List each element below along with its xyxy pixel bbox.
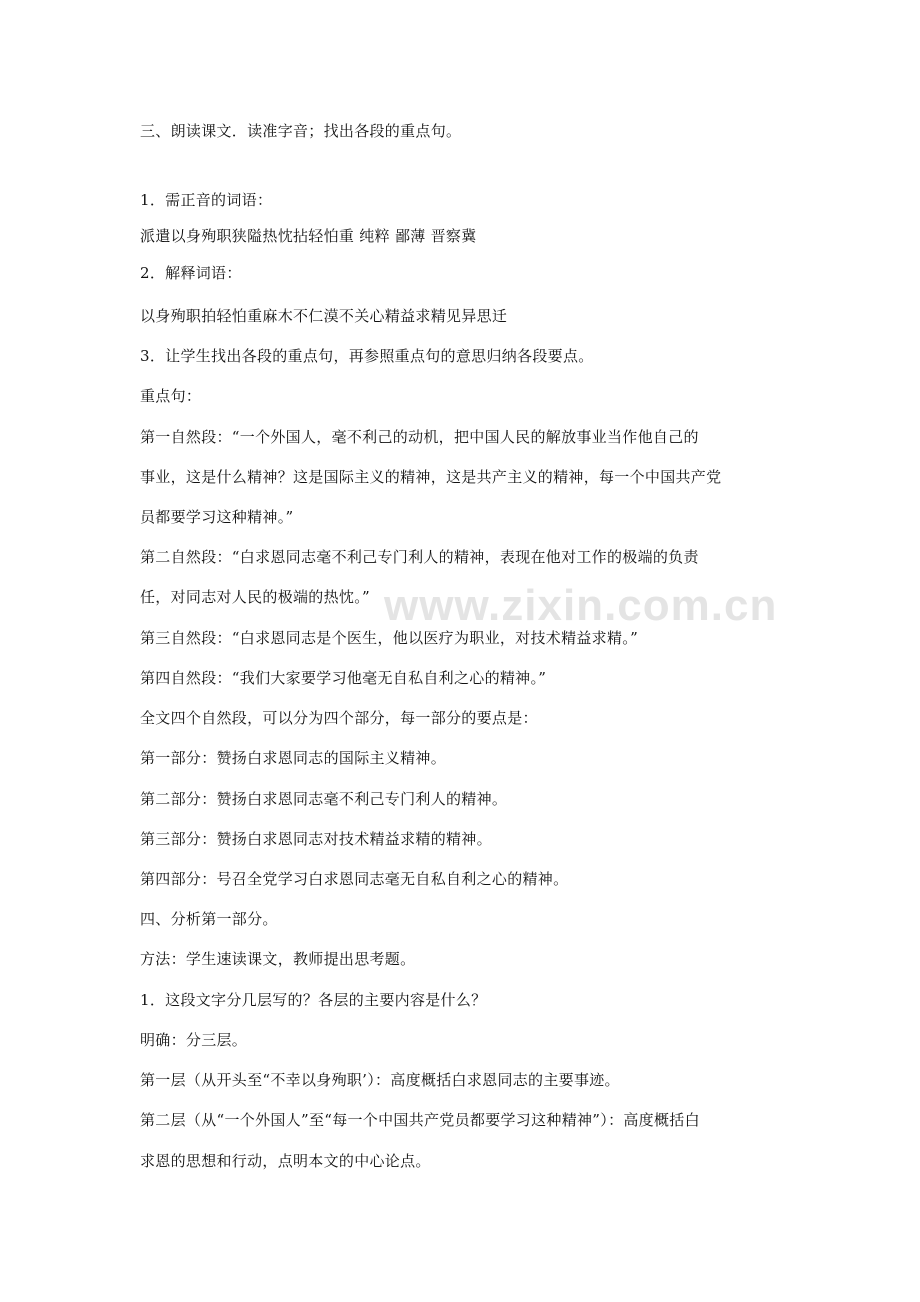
- paragraph-1-quote-line-3: 员都要学习这种精神。”: [140, 508, 294, 526]
- layer-1-text: 第一层（从开头至“不幸以身殉职’）：高度概括白求恩同志的主要事迹。: [140, 1071, 620, 1089]
- part-3-summary: 第三部分：赞扬白求恩同志对技术精益求精的精神。: [140, 830, 492, 848]
- paragraph-1-quote-line-1: 第一自然段：“一个外国人，毫不利己的动机，把中国人民的解放事业当作他自己的: [140, 428, 699, 446]
- item-3-heading: 3．让学生找出各段的重点句，再参照重点句的意思归纳各段要点。: [140, 347, 594, 365]
- paragraph-2-quote-line-1: 第二自然段：“白求恩同志毫不利己专门利人的精神，表现在他对工作的极端的负责: [140, 548, 699, 566]
- paragraph-4-quote: 第四自然段：“我们大家要学习他毫无自私自利之心的精神。”: [140, 669, 547, 687]
- paragraph-3-quote: 第三自然段：“白求恩同志是个医生，他以医疗为职业，对技术精益求精。”: [140, 629, 639, 647]
- part-2-summary: 第二部分：赞扬白求恩同志毫不利己专门利人的精神。: [140, 790, 508, 808]
- answer-clarify: 明确：分三层。: [140, 1031, 248, 1049]
- method-text: 方法：学生速读课文，教师提出思考题。: [140, 950, 416, 968]
- section-heading-3: 三、朗读课文．读准字音；找出各段的重点句。: [140, 122, 462, 140]
- vocabulary-words: 以身殉职拍轻怕重麻木不仁漠不关心精益求精见异思迁: [140, 307, 508, 325]
- part-1-summary: 第一部分：赞扬白求恩同志的国际主义精神。: [140, 749, 447, 767]
- pronunciation-words: 派遣以身殉职狭隘热忱拈轻怕重 纯粹 鄙薄 晋察冀: [140, 227, 477, 245]
- watermark: www.zixin.com.cn: [384, 581, 778, 630]
- paragraph-2-quote-line-2: 任，对同志对人民的极端的热忱。”: [140, 588, 370, 606]
- item-1-heading: 1．需正音的词语：: [140, 191, 273, 209]
- item-2-heading: 2．解释词语：: [140, 264, 242, 282]
- section-heading-4: 四、分析第一部分。: [140, 910, 278, 928]
- paragraph-1-quote-line-2: 事业，这是什么精神？这是国际主义的精神，这是共产主义的精神，每一个中国共产党: [140, 468, 722, 486]
- summary-intro: 全文四个自然段，可以分为四个部分，每一部分的要点是：: [140, 709, 538, 727]
- part-4-summary: 第四部分：号召全党学习白求恩同志毫无自私自利之心的精神。: [140, 870, 569, 888]
- layer-2-text-line-2: 求恩的思想和行动，点明本文的中心论点。: [140, 1152, 431, 1170]
- key-sentences-label: 重点句：: [140, 387, 202, 405]
- question-1: 1．这段文字分几层写的？各层的主要内容是什么？: [140, 991, 487, 1009]
- layer-2-text-line-1: 第二层（从“一个外国人”至“每一个中国共产党员都要学习这种精神”）：高度概括白: [140, 1111, 700, 1129]
